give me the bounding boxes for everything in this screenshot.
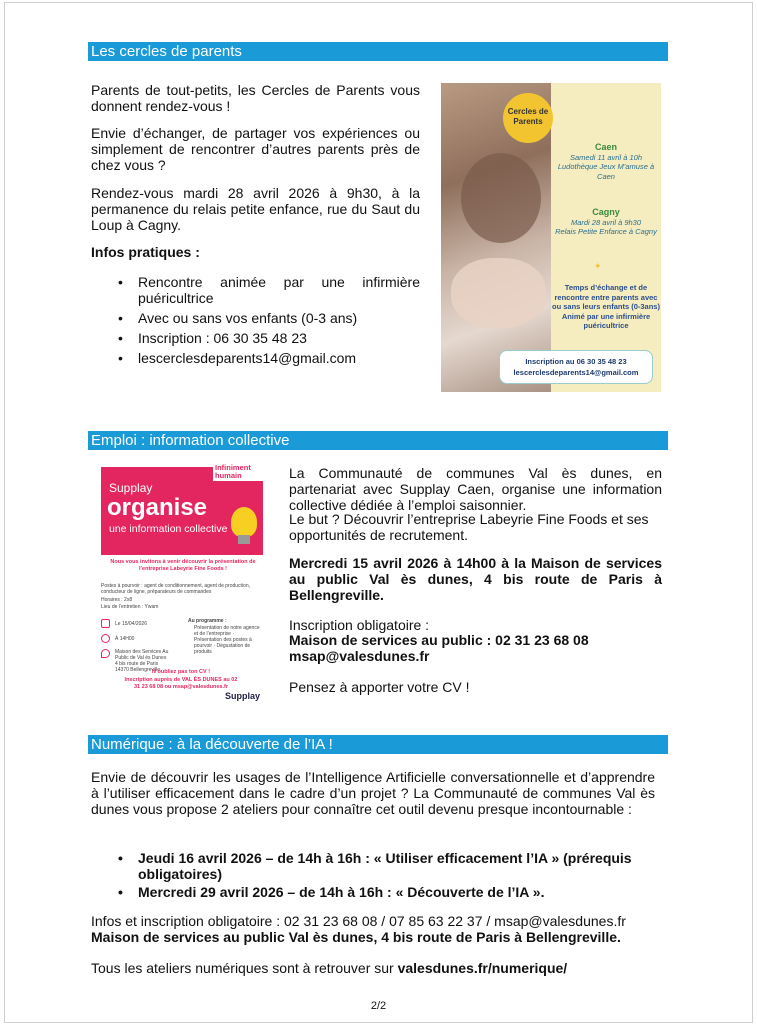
lightbulb-icon bbox=[231, 507, 257, 537]
cercles-infos-title: Infos pratiques : bbox=[91, 244, 200, 260]
poster-date: Le 15/04/2026 bbox=[115, 621, 147, 627]
emploi-para2: Le but ? Découvrir l’entreprise Labeyrie Fine Foods et ses opportunités de recrutement. bbox=[289, 511, 649, 543]
emploi-cv: Pensez à apporter votre CV ! bbox=[289, 679, 470, 695]
numerique-infos: Infos et inscription obligatoire : 02 31 23 68 08 / 07 85 63 22 37 / msap@valesdunes.fr bbox=[91, 913, 626, 929]
section-numerique-title: Numérique : à la découverte de l’IA ! bbox=[88, 735, 668, 754]
emploi-email: msap@valesdunes.fr bbox=[289, 648, 430, 664]
list-item: • Mercredi 29 avril 2026 – de 14h à 16h : « Découverte de l’IA ». bbox=[91, 884, 662, 900]
section-cercles-title: Les cercles de parents bbox=[88, 42, 668, 61]
cercles-para2: Envie d’échanger, de partager vos expériences ou simplement de rencontrer d’autres parents près de chez vous ? bbox=[91, 125, 420, 173]
brand-tagline: Infiniment humain bbox=[213, 463, 268, 481]
list-item: • Jeudi 16 avril 2026 – de 14h à 16h : « Utiliser efficacement l’IA » (prérequis obligatoires) bbox=[91, 850, 662, 882]
cercles-poster bbox=[441, 83, 661, 392]
numerique-ateliers bbox=[91, 960, 671, 976]
emploi-para1: La Communauté de communes Val ès dunes, en partenariat avec Supplay Caen, organise une information collective dédiée à l’emploi saisonnier. bbox=[289, 465, 662, 513]
ateliers-link[interactable]: valesdunes.fr/numerique/ bbox=[397, 960, 568, 976]
supplay-logo: Supplay bbox=[225, 691, 261, 701]
sparkle-icon: ✦ bbox=[594, 261, 602, 271]
page-number: 2/2 bbox=[370, 1000, 387, 1012]
poster-description: Temps d’échange et de rencontre entre parents avec ou sans leurs enfants (0-3ans) Animé par une infirmière puéricultrice bbox=[552, 283, 660, 330]
emploi-phone: Maison de services au public : 02 31 23 68 08 bbox=[289, 632, 589, 648]
clock-icon bbox=[101, 634, 110, 643]
poster-inscription-box: Inscription au 06 30 35 48 23 lescerclesdeparents14@gmail.com bbox=[499, 350, 653, 384]
list-item: • Inscription : 06 30 35 48 23 bbox=[91, 330, 420, 346]
poster-cagny: Cagny Mardi 28 avril à 9h30 Relais Petite Enfance à Cagny bbox=[555, 207, 657, 236]
cercles-intro: Parents de tout-petits, les Cercles de Parents vous donnent rendez-vous ! bbox=[91, 82, 420, 114]
calendar-icon bbox=[101, 619, 110, 628]
poster-adresse: Maison des Services Au Public de Val ès Dunes 4 bis route de Paris 14370 Bellengreville bbox=[115, 649, 169, 673]
poster-caen: Caen Samedi 11 avril à 10h Ludothèque Jeux M’amuse à Caen bbox=[557, 142, 655, 181]
poster-invite: Nous vous invitons à venir découvrir la présentation de l’entreprise Labeyrie Fine Foods ! bbox=[110, 559, 256, 572]
list-item: • Avec ou sans vos enfants (0-3 ans) bbox=[91, 310, 420, 326]
list-item: • lescerclesdeparents14@gmail.com bbox=[91, 350, 420, 366]
poster-programme-title: Au programme : bbox=[188, 618, 227, 624]
poster-cv: N’oubliez pas ton CV ! bbox=[151, 669, 211, 675]
poster-heure: À 14H00 bbox=[115, 636, 135, 642]
poster-horaires: Horaires : 2x8 bbox=[101, 597, 133, 603]
poster-programme: Présentation de notre agence et de l’entreprise · Présentation des postes à pourvoir · Dégustation de produits bbox=[194, 625, 260, 655]
numerique-address: Maison de services au public Val ès dunes, 4 bis route de Paris à Bellengreville. bbox=[91, 929, 621, 945]
numerique-bullet-list bbox=[91, 850, 662, 900]
location-pin-icon bbox=[101, 649, 110, 658]
emploi-inscription-label: Inscription obligatoire : bbox=[289, 617, 430, 633]
poster-lieu: Lieu de l’entretien : Ywam bbox=[101, 604, 159, 610]
supplay-poster bbox=[91, 462, 268, 708]
numerique-para1: Envie de découvrir les usages de l’Intelligence Artificielle conversationnelle et d’apprendre à l’utiliser efficacement dans le cadre d’un projet ? La Communauté de communes Val ès dunes vous propose 2 ateliers pour connaître cet outil devenu presque incontournable : bbox=[91, 769, 655, 817]
cercles-para3: Rendez-vous mardi 28 avril 2026 à 9h30, à la permanence du relais petite enfance, rue du Saut du Loup à Cagny. bbox=[91, 185, 420, 233]
cercles-badge: Cercles de Parents bbox=[503, 93, 553, 143]
cercles-bullet-list bbox=[91, 274, 420, 366]
section-emploi-title: Emploi : information collective bbox=[88, 431, 668, 450]
poster-inscription: Inscription auprès de VAL ÈS DUNES au 02 31 23 68 08 ou msap@valesdunes.fr bbox=[124, 677, 238, 690]
emploi-event: Mercredi 15 avril 2026 à 14h00 à la Maison de services au public Val ès dunes, 4 bis route de Paris à Bellengreville. bbox=[289, 555, 662, 603]
poster-postes: Postes à pourvoir : agent de conditionnement, agent de production, conducteur de ligne, préparateurs de commandes bbox=[101, 583, 250, 595]
list-item: • Rencontre animée par une infirmière puéricultrice bbox=[91, 274, 420, 306]
poster-header: Supplay organise une information collective bbox=[101, 467, 263, 555]
ateliers-text: Tous les ateliers numériques sont à retrouver sur bbox=[91, 960, 394, 976]
